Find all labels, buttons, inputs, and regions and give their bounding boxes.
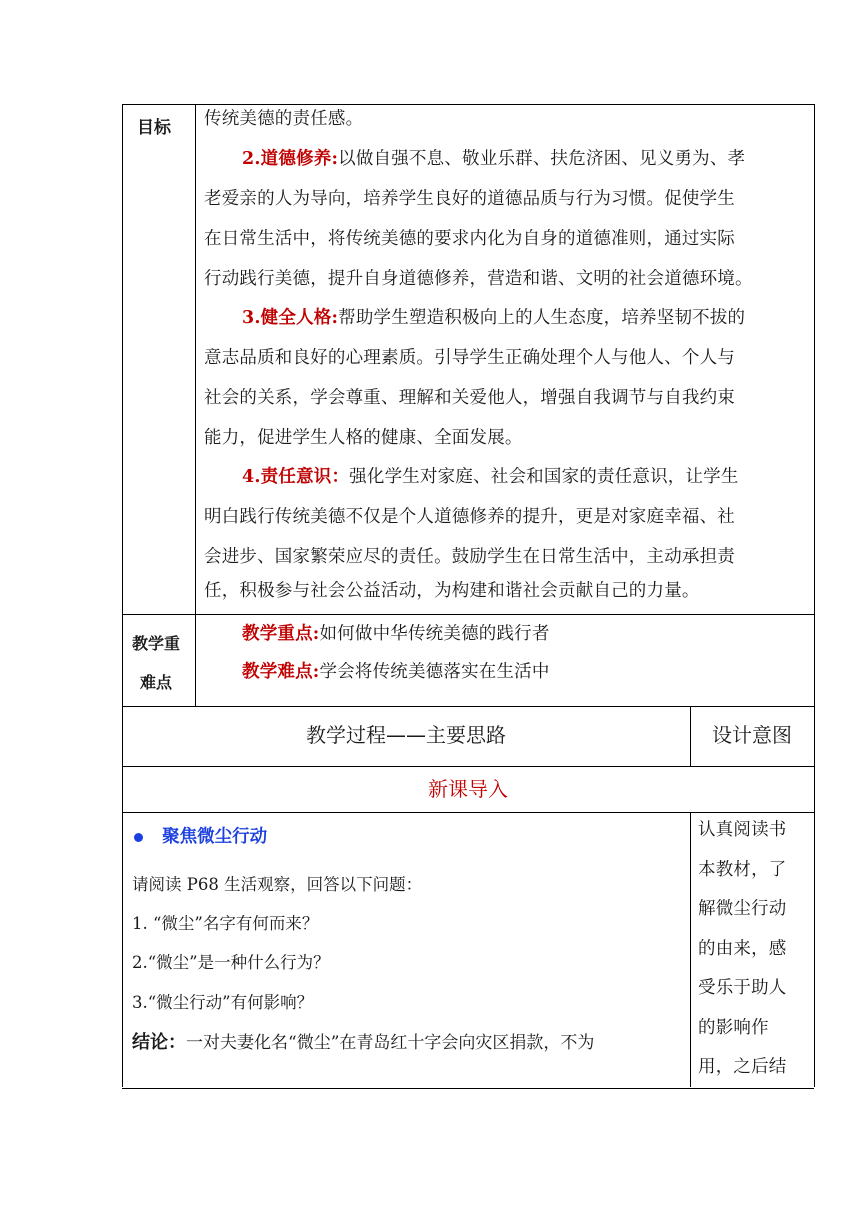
objective-text: 以做自强不息、敬业乐群、扶危济困、见义勇为、孝 <box>338 149 746 169</box>
objective-item-responsibility <box>204 457 739 498</box>
design-intent-line: 本教材，了 <box>698 859 787 880</box>
teaching-difficulty <box>204 652 550 693</box>
process-header-left: 教学过程——主要思路 <box>306 723 506 747</box>
objectives-row <box>122 104 814 615</box>
activity-question: 2.“微尘”是一种什么行为？ <box>132 953 330 972</box>
label-column-divider <box>195 104 196 706</box>
activity-question: 1. “微尘”名字有何而来？ <box>132 914 319 933</box>
objective-title: 2.道德修养: <box>242 149 339 169</box>
intent-column-divider <box>690 812 691 1087</box>
objective-line: 会进步、国家繁荣应尽的责任。鼓励学生在日常生活中，主动承担责 <box>204 547 735 567</box>
objective-line: 能力，促进学生人格的健康、全面发展。 <box>204 428 523 448</box>
key-points-row <box>122 614 814 707</box>
teaching-focus <box>204 614 550 655</box>
teaching-difficulty-title: 教学难点: <box>242 662 320 682</box>
section-row <box>122 766 814 813</box>
design-intent-line: 用，之后结 <box>698 1057 787 1077</box>
key-points-label-line2: 难点 <box>140 673 173 692</box>
key-points-label-line1: 教学重 <box>132 634 181 653</box>
objective-title: 3.健全人格: <box>242 308 339 328</box>
process-header-row <box>122 706 814 767</box>
activity-question: 3.“微尘行动”有何影响？ <box>132 993 314 1012</box>
objective-text: 帮助学生塑造积极向上的人生态度，培养坚韧不拔的 <box>338 308 746 328</box>
conclusion-label: 结论： <box>132 1032 186 1053</box>
teaching-focus-title: 教学重点: <box>242 624 320 644</box>
design-intent-line: 认真阅读书 <box>698 820 787 840</box>
objective-line: 行动践行美德，提升自身道德修养，营造和谐、文明的社会道德环境。 <box>204 269 753 289</box>
bullet-icon <box>134 833 143 842</box>
objective-line: 任，积极参与社会公益活动，为构建和谐社会贡献自己的力量。 <box>204 581 700 601</box>
objective-title: 4.责任意识： <box>242 467 350 487</box>
objective-item-personality <box>204 298 745 339</box>
design-intent-line: 的影响作 <box>698 1017 769 1038</box>
teaching-difficulty-text: 学会将传统美德落实在生活中 <box>319 662 550 682</box>
objective-item-moral <box>204 139 745 180</box>
conclusion-text: 一对夫妻化名“微尘”在青岛红十字会向灾区捐款，不为 <box>186 1033 595 1053</box>
objective-line: 老爱亲的人为导向，培养学生良好的道德品质与行为习惯。促使学生 <box>204 189 735 209</box>
teaching-focus-text: 如何做中华传统美德的践行者 <box>319 624 550 644</box>
objective-text: 强化学生对家庭、社会和国家的责任意识，让学生 <box>349 467 739 487</box>
design-intent <box>698 811 787 1088</box>
design-intent-line: 受乐于助人 <box>698 978 787 998</box>
objectives-label: 目标 <box>137 118 171 138</box>
process-header-right: 设计意图 <box>712 723 792 747</box>
objectives-line: 传统美德的责任感。 <box>204 109 364 129</box>
activity-title: 聚焦微尘行动 <box>162 827 268 847</box>
activity-row <box>122 812 814 1089</box>
design-intent-line: 解微尘行动 <box>698 899 787 919</box>
intent-column-divider <box>690 706 691 766</box>
activity-heading <box>134 823 267 848</box>
objective-line: 意志品质和良好的心理素质。引导学生正确处理个人与他人、个人与 <box>204 348 735 368</box>
objective-line: 社会的关系，学会尊重、理解和关爱他人，增强自我调节与自我约束 <box>204 388 735 408</box>
activity-conclusion <box>132 1028 594 1054</box>
design-intent-line: 的由来，感 <box>698 938 787 959</box>
table-border-right <box>814 104 815 1087</box>
objective-line: 在日常生活中，将传统美德的要求内化为自身的道德准则，通过实际 <box>204 229 735 249</box>
activity-intro: 请阅读 P68 生活观察，回答以下问题： <box>132 875 423 894</box>
section-title: 新课导入 <box>428 777 508 801</box>
table-border-left <box>122 104 123 1087</box>
objective-line: 明白践行传统美德不仅是个人道德修养的提升，更是对家庭幸福、社 <box>204 507 735 527</box>
